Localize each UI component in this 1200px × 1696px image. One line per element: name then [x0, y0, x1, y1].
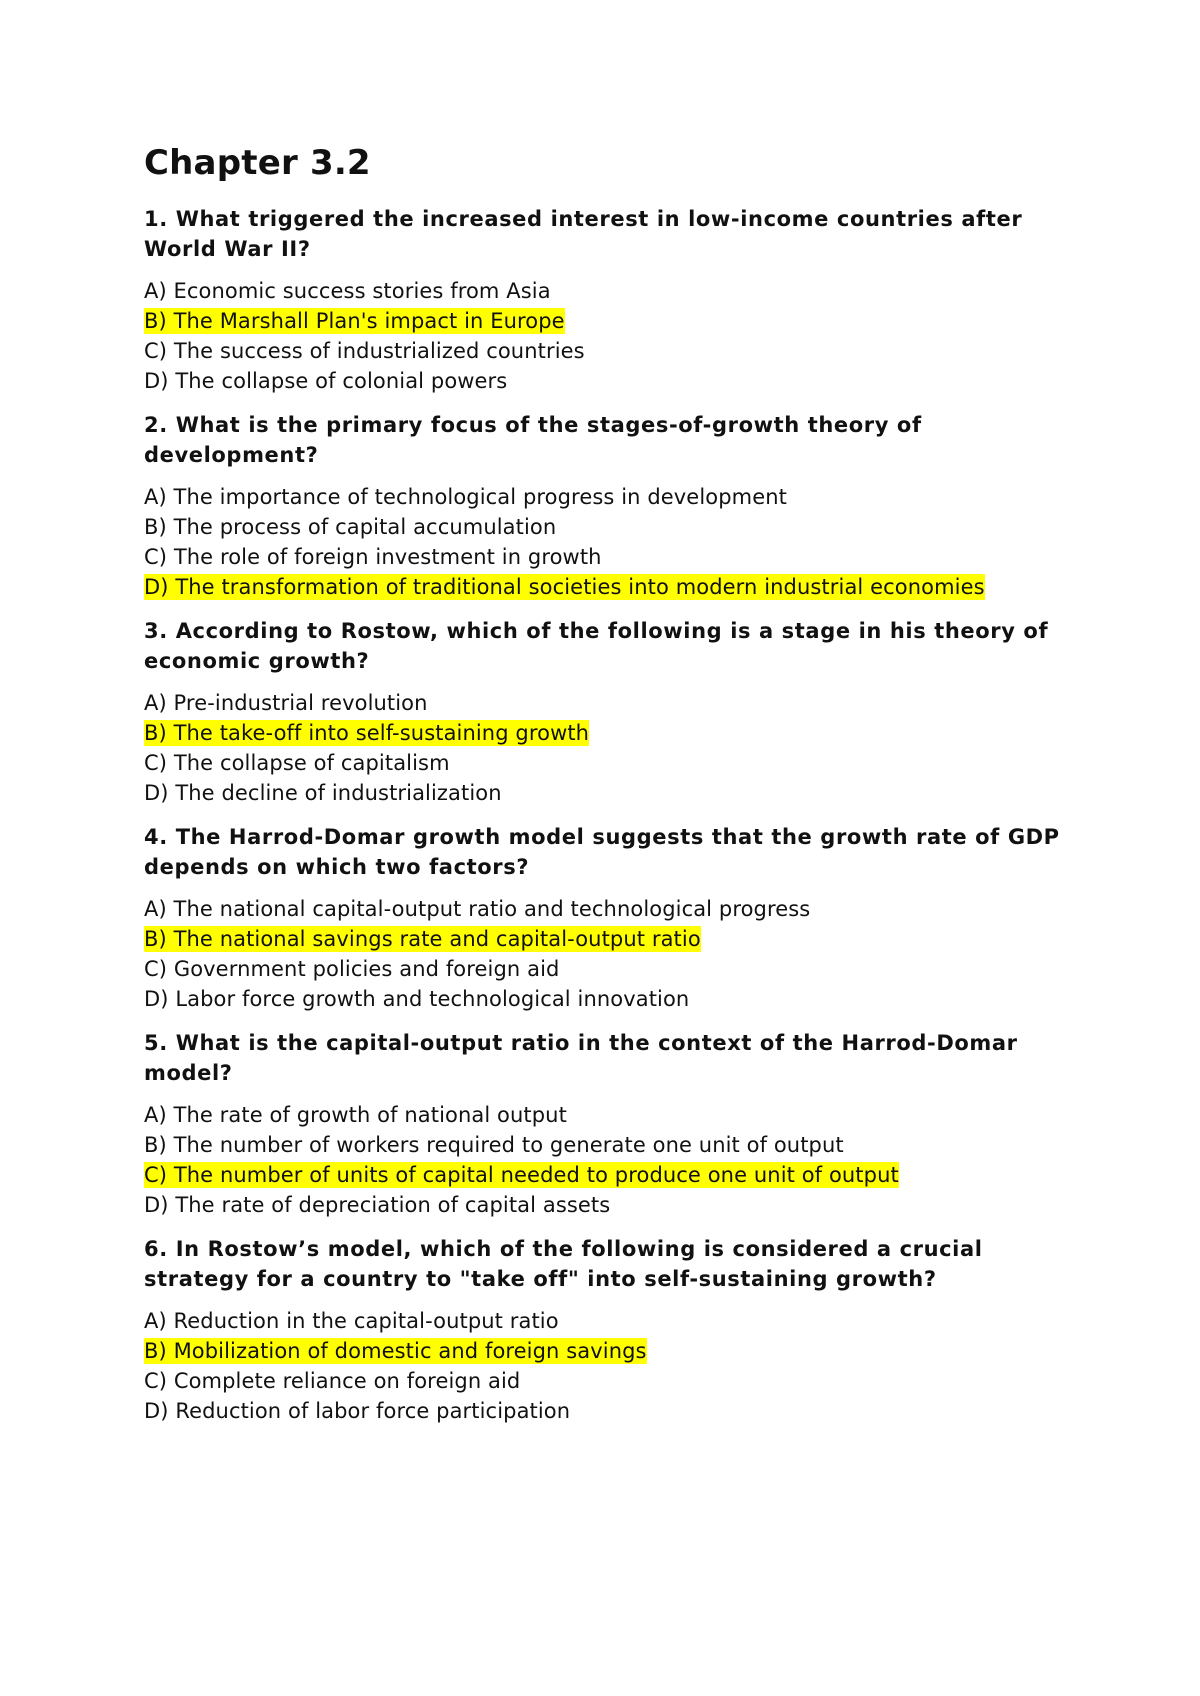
answer-options [144, 688, 1084, 808]
answer-option-text: C) Government policies and foreign aid [144, 957, 560, 981]
question-block [144, 204, 1084, 396]
question-block [144, 1234, 1084, 1426]
answer-option-text: B) The process of capital accumulation [144, 515, 557, 539]
answer-option-text: C) The collapse of capitalism [144, 751, 450, 775]
answer-options [144, 1100, 1084, 1220]
answer-option-highlighted [144, 1160, 1084, 1190]
answer-option-highlighted [144, 572, 1084, 602]
answer-option-text: B) The Marshall Plan's impact in Europe [144, 309, 565, 333]
answer-option [144, 1190, 1084, 1220]
answer-option-highlighted [144, 924, 1084, 954]
answer-option-highlighted [144, 1336, 1084, 1366]
answer-option [144, 954, 1084, 984]
question-text: 6. In Rostow’s model, which of the following is considered a crucial strategy for a country to "take off" into self-sustaining growth? [144, 1237, 983, 1291]
question-text: 1. What triggered the increased interest in low-income countries after World War II? [144, 207, 1023, 261]
answer-option-text: D) The rate of depreciation of capital assets [144, 1193, 611, 1217]
answer-option-text: A) Economic success stories from Asia [144, 279, 551, 303]
answer-option [144, 748, 1084, 778]
answer-option [144, 366, 1084, 396]
answer-option-text: C) The role of foreign investment in growth [144, 545, 602, 569]
answer-option [144, 1130, 1084, 1160]
chapter-title: Chapter 3.2 [144, 143, 371, 183]
document-page [144, 140, 1084, 1440]
question-block [144, 822, 1084, 1014]
answer-options [144, 276, 1084, 396]
answer-option [144, 778, 1084, 808]
answer-option-text: C) Complete reliance on foreign aid [144, 1369, 521, 1393]
question-text: 4. The Harrod-Domar growth model suggests that the growth rate of GDP depends on which two factors? [144, 825, 1060, 879]
answer-option-text: B) The number of workers required to generate one unit of output [144, 1133, 844, 1157]
answer-option-text: B) Mobilization of domestic and foreign savings [144, 1339, 647, 1363]
answer-option [144, 1100, 1084, 1130]
answer-option-text: B) The take-off into self-sustaining growth [144, 721, 590, 745]
answer-option-text: D) Reduction of labor force participation [144, 1399, 571, 1423]
answer-option-text: A) Reduction in the capital-output ratio [144, 1309, 559, 1333]
question-block [144, 1028, 1084, 1220]
answer-option-text: C) The number of units of capital needed to produce one unit of output [144, 1163, 899, 1187]
answer-option [144, 1396, 1084, 1426]
answer-option-text: A) The importance of technological progress in development [144, 485, 787, 509]
answer-option-text: D) The collapse of colonial powers [144, 369, 508, 393]
answer-option [144, 1366, 1084, 1396]
answer-option-highlighted [144, 306, 1084, 336]
answer-options [144, 894, 1084, 1014]
question-block [144, 410, 1084, 602]
answer-option-text: A) The national capital-output ratio and technological progress [144, 897, 811, 921]
answer-option [144, 542, 1084, 572]
answer-option-text: D) The decline of industrialization [144, 781, 502, 805]
answer-option-text: C) The success of industrialized countries [144, 339, 585, 363]
answer-option-text: A) The rate of growth of national output [144, 1103, 567, 1127]
answer-option [144, 894, 1084, 924]
answer-option-text: D) The transformation of traditional societies into modern industrial economies [144, 575, 985, 599]
answer-option [144, 512, 1084, 542]
answer-option [144, 688, 1084, 718]
question-text: 3. According to Rostow, which of the following is a stage in his theory of economic growth? [144, 619, 1049, 673]
question-text: 2. What is the primary focus of the stages-of-growth theory of development? [144, 413, 922, 467]
answer-option-highlighted [144, 718, 1084, 748]
answer-option [144, 276, 1084, 306]
answer-options [144, 482, 1084, 602]
question-block [144, 616, 1084, 808]
answer-options [144, 1306, 1084, 1426]
answer-option [144, 336, 1084, 366]
question-text: 5. What is the capital-output ratio in the context of the Harrod-Domar model? [144, 1031, 1018, 1085]
answer-option [144, 984, 1084, 1014]
answer-option-text: D) Labor force growth and technological innovation [144, 987, 690, 1011]
answer-option-text: A) Pre-industrial revolution [144, 691, 428, 715]
answer-option-text: B) The national savings rate and capital-output ratio [144, 927, 701, 951]
answer-option [144, 482, 1084, 512]
answer-option [144, 1306, 1084, 1336]
question-list [144, 204, 1084, 1426]
